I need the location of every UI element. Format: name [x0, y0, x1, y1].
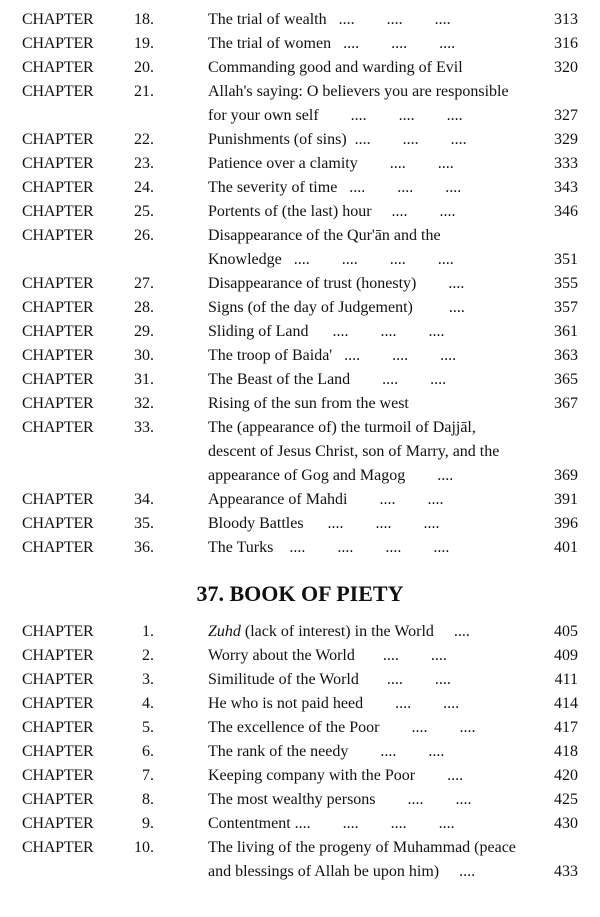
chapter-title-line [208, 392, 548, 416]
toc-row [0, 488, 600, 512]
chapter-number: 19. [134, 35, 154, 52]
chapter-title-text: Worry about the World .... .... [208, 647, 447, 664]
chapter-label: CHAPTER [22, 539, 94, 556]
chapter-title-line [208, 512, 548, 536]
toc-row [0, 668, 600, 692]
chapter-title [208, 8, 548, 32]
page-number: 355 [554, 275, 578, 292]
chapter-title-line [208, 764, 548, 788]
chapter-label: CHAPTER [22, 83, 94, 100]
chapter-title-line [208, 200, 548, 224]
chapter-title-line [208, 860, 548, 884]
toc-row [0, 740, 600, 764]
chapter-number: 9. [142, 815, 154, 832]
chapter-title-text: Portents of (the last) hour .... .... [208, 203, 456, 220]
chapter-title-line [208, 740, 548, 764]
chapter-title-line [208, 788, 548, 812]
chapter-title [208, 536, 548, 560]
chapter-title-text: descent of Jesus Christ, son of Marry, and the [208, 443, 500, 460]
page-number: 367 [554, 395, 578, 412]
chapter-number: 23. [134, 155, 154, 172]
chapter-title-text: The most wealthy persons .... .... [208, 791, 472, 808]
chapter-title-text: The (appearance of) the turmoil of Dajjāl, [208, 419, 476, 436]
chapter-title-text: Disappearance of trust (honesty) .... [208, 275, 465, 292]
chapter-title [208, 344, 548, 368]
chapter-title [208, 80, 548, 128]
chapter-title [208, 644, 548, 668]
chapter-title [208, 668, 548, 692]
chapter-title-line [208, 248, 548, 272]
chapter-title [208, 488, 548, 512]
chapter-title [208, 392, 548, 416]
page-number: 401 [554, 539, 578, 556]
chapter-title-line [208, 320, 548, 344]
chapter-title-line [208, 176, 548, 200]
chapter-label: CHAPTER [22, 515, 94, 532]
chapter-number: 26. [134, 227, 154, 244]
page-number: 369 [554, 467, 578, 484]
toc-row [0, 152, 600, 176]
chapter-number: 6. [142, 743, 154, 760]
chapter-title-text: Signs (of the day of Judgement) .... [208, 299, 465, 316]
chapter-title-line [208, 152, 548, 176]
chapter-title-text: Keeping company with the Poor .... [208, 767, 464, 784]
chapter-number: 5. [142, 719, 154, 736]
chapter-title-italic: Zuhd [208, 623, 241, 640]
toc-row [0, 80, 600, 128]
chapter-title [208, 272, 548, 296]
page-number: 411 [554, 671, 578, 688]
toc-row [0, 32, 600, 56]
toc-section-chapters-18-36 [0, 8, 600, 560]
chapter-label: CHAPTER [22, 623, 94, 640]
chapter-title [208, 788, 548, 812]
toc-row [0, 536, 600, 560]
chapter-title-text: (lack of interest) in the World .... [240, 623, 470, 640]
chapter-title [208, 176, 548, 200]
chapter-title-text: Sliding of Land .... .... .... [208, 323, 445, 340]
chapter-title-text: Rising of the sun from the west [208, 395, 409, 412]
page-number: 396 [554, 515, 578, 532]
toc-row [0, 224, 600, 272]
chapter-title-line [208, 836, 548, 860]
chapter-label: CHAPTER [22, 59, 94, 76]
chapter-label: CHAPTER [22, 791, 94, 808]
toc-row [0, 788, 600, 812]
chapter-title-line [208, 536, 548, 560]
chapter-title-text: Patience over a clamity .... .... [208, 155, 454, 172]
chapter-title-text: The Turks .... .... .... .... [208, 539, 450, 556]
toc-row [0, 320, 600, 344]
chapter-label: CHAPTER [22, 743, 94, 760]
chapter-title-text: Similitude of the World .... .... [208, 671, 451, 688]
chapter-title [208, 764, 548, 788]
chapter-number: 20. [134, 59, 154, 76]
chapter-title [208, 812, 548, 836]
page-number: 409 [554, 647, 578, 664]
chapter-title-text: and blessings of Allah be upon him) .... [208, 863, 476, 880]
toc-row [0, 128, 600, 152]
chapter-label: CHAPTER [22, 839, 94, 856]
chapter-title-text: Appearance of Mahdi .... .... [208, 491, 444, 508]
chapter-title-text: Bloody Battles .... .... .... [208, 515, 440, 532]
page-number: 357 [554, 299, 578, 316]
chapter-title-line [208, 668, 548, 692]
chapter-title-line [208, 344, 548, 368]
chapter-title-text: The severity of time .... .... .... [208, 179, 462, 196]
toc-row [0, 296, 600, 320]
chapter-title-line [208, 692, 548, 716]
chapter-title-line [208, 488, 548, 512]
toc-row [0, 200, 600, 224]
chapter-label: CHAPTER [22, 227, 94, 244]
chapter-title-text: The troop of Baida' .... .... .... [208, 347, 457, 364]
toc-row [0, 272, 600, 296]
chapter-title-line [208, 128, 548, 152]
page-number: 425 [554, 791, 578, 808]
chapter-label: CHAPTER [22, 131, 94, 148]
chapter-title [208, 416, 548, 488]
chapter-title-line [208, 32, 548, 56]
chapter-title-line [208, 8, 548, 32]
toc-row [0, 620, 600, 644]
chapter-number: 28. [134, 299, 154, 316]
chapter-title [208, 320, 548, 344]
toc-row [0, 176, 600, 200]
chapter-title-text: for your own self .... .... .... [208, 107, 463, 124]
chapter-title-text: Punishments (of sins) .... .... .... [208, 131, 467, 148]
chapter-number: 1. [142, 623, 154, 640]
chapter-title [208, 692, 548, 716]
chapter-number: 18. [134, 11, 154, 28]
page-number: 391 [554, 491, 578, 508]
toc-row [0, 344, 600, 368]
chapter-number: 27. [134, 275, 154, 292]
toc-row [0, 368, 600, 392]
chapter-number: 7. [142, 767, 154, 784]
toc-row [0, 836, 600, 884]
chapter-number: 33. [134, 419, 154, 436]
page-number: 313 [554, 11, 578, 28]
page-number: 320 [554, 59, 578, 76]
page-number: 433 [554, 863, 578, 880]
page-number: 316 [554, 35, 578, 52]
chapter-title-text: Commanding good and warding of Evil [208, 59, 463, 76]
chapter-label: CHAPTER [22, 347, 94, 364]
chapter-title-text: Disappearance of the Qur'ān and the [208, 227, 441, 244]
page-number: 430 [554, 815, 578, 832]
chapter-title [208, 56, 548, 80]
chapter-number: 25. [134, 203, 154, 220]
chapter-number: 34. [134, 491, 154, 508]
chapter-title-text: Knowledge .... .... .... .... [208, 251, 454, 268]
chapter-number: 29. [134, 323, 154, 340]
chapter-label: CHAPTER [22, 671, 94, 688]
toc-row [0, 644, 600, 668]
chapter-title [208, 716, 548, 740]
page-number: 333 [554, 155, 578, 172]
page-number: 420 [554, 767, 578, 784]
chapter-title [208, 224, 548, 272]
toc-row [0, 512, 600, 536]
chapter-title-line [208, 272, 548, 296]
chapter-title-text: The excellence of the Poor .... .... [208, 719, 476, 736]
chapter-title-line [208, 80, 548, 104]
chapter-title-line [208, 464, 548, 488]
chapter-number: 32. [134, 395, 154, 412]
page-number: 365 [554, 371, 578, 388]
chapter-label: CHAPTER [22, 419, 94, 436]
chapter-title [208, 32, 548, 56]
chapter-label: CHAPTER [22, 371, 94, 388]
chapter-label: CHAPTER [22, 11, 94, 28]
chapter-label: CHAPTER [22, 719, 94, 736]
chapter-number: 21. [134, 83, 154, 100]
page-number: 414 [554, 695, 578, 712]
chapter-title [208, 296, 548, 320]
page-number: 418 [554, 743, 578, 760]
chapter-title-text: He who is not paid heed .... .... [208, 695, 460, 712]
chapter-title [208, 512, 548, 536]
chapter-title-line [208, 296, 548, 320]
chapter-title-line [208, 416, 548, 440]
chapter-title [208, 152, 548, 176]
page-number: 417 [554, 719, 578, 736]
chapter-label: CHAPTER [22, 491, 94, 508]
toc-row [0, 392, 600, 416]
chapter-title-text: The Beast of the Land .... .... [208, 371, 447, 388]
chapter-label: CHAPTER [22, 815, 94, 832]
chapter-label: CHAPTER [22, 35, 94, 52]
toc-row [0, 8, 600, 32]
chapter-label: CHAPTER [22, 179, 94, 196]
toc-row [0, 416, 600, 488]
chapter-title-text: The trial of wealth .... .... .... [208, 11, 451, 28]
toc-section-book-of-piety [0, 620, 600, 884]
chapter-title [208, 368, 548, 392]
chapter-title-line [208, 620, 548, 644]
chapter-label: CHAPTER [22, 647, 94, 664]
chapter-title [208, 620, 548, 644]
page-number: 363 [554, 347, 578, 364]
chapter-number: 35. [134, 515, 154, 532]
chapter-title-text: Contentment .... .... .... .... [208, 815, 455, 832]
book-heading: 37. BOOK OF PIETY [196, 581, 404, 606]
chapter-number: 22. [134, 131, 154, 148]
chapter-title-line [208, 224, 548, 248]
toc-row [0, 56, 600, 80]
page-number: 361 [554, 323, 578, 340]
chapter-number: 36. [134, 539, 154, 556]
toc-row [0, 716, 600, 740]
chapter-label: CHAPTER [22, 695, 94, 712]
chapter-number: 4. [142, 695, 154, 712]
chapter-number: 8. [142, 791, 154, 808]
chapter-title-line [208, 368, 548, 392]
chapter-title-line [208, 440, 548, 464]
chapter-title-line [208, 716, 548, 740]
chapter-label: CHAPTER [22, 299, 94, 316]
chapter-label: CHAPTER [22, 155, 94, 172]
toc-row [0, 812, 600, 836]
chapter-label: CHAPTER [22, 275, 94, 292]
page-number: 346 [554, 203, 578, 220]
page-number: 405 [554, 623, 578, 640]
toc-row [0, 692, 600, 716]
chapter-title [208, 740, 548, 764]
chapter-title-text: The trial of women .... .... .... [208, 35, 456, 52]
chapter-title-text: The rank of the needy .... .... [208, 743, 445, 760]
page-number: 343 [554, 179, 578, 196]
chapter-title-text: The living of the progeny of Muhammad (peace [208, 839, 516, 856]
chapter-title-line [208, 644, 548, 668]
chapter-number: 3. [142, 671, 154, 688]
chapter-title-text: appearance of Gog and Magog .... [208, 467, 454, 484]
chapter-title-line [208, 56, 548, 80]
chapter-number: 30. [134, 347, 154, 364]
page-number: 351 [554, 251, 578, 268]
chapter-number: 2. [142, 647, 154, 664]
page-number: 327 [554, 107, 578, 124]
chapter-title [208, 200, 548, 224]
chapter-number: 31. [134, 371, 154, 388]
toc-row [0, 764, 600, 788]
chapter-title-text: Allah's saying: O believers you are responsible [208, 83, 509, 100]
chapter-number: 24. [134, 179, 154, 196]
page-number: 329 [554, 131, 578, 148]
chapter-title-line [208, 104, 548, 128]
chapter-number: 10. [134, 839, 154, 856]
chapter-label: CHAPTER [22, 203, 94, 220]
chapter-title-line [208, 812, 548, 836]
chapter-label: CHAPTER [22, 323, 94, 340]
chapter-label: CHAPTER [22, 395, 94, 412]
chapter-title [208, 836, 548, 884]
chapter-label: CHAPTER [22, 767, 94, 784]
chapter-title [208, 128, 548, 152]
